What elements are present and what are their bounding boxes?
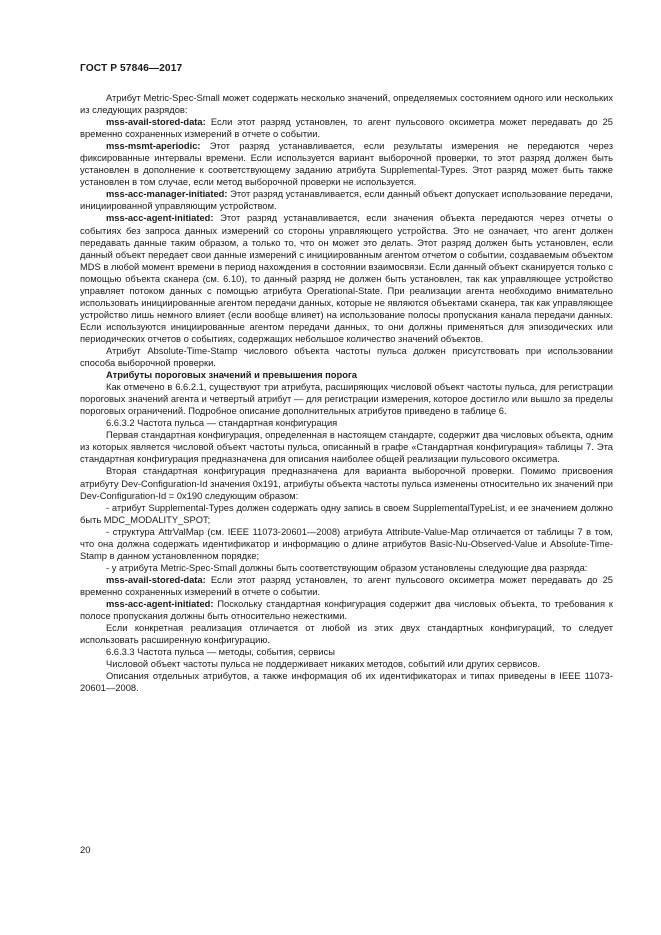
subsection-title: 6.6.3.3 Частота пульса — методы, события, сервисы [106,647,335,658]
list-item: - структура AttrValMap (см. IEEE 11073-20601—2008) атрибута Attribute-Value-Map отличается от таблицы 7 в том, что она должна содержать идентификатор и информацию о длине атрибутов Basic-Nu-Observed-Value и Absolute-Time-Stamp в данном установленном порядке; [80,526,613,561]
list-item: - у атрибута Metric-Spec-Small должны быть соответствующим образом установлены следующие два разряда: [106,562,588,573]
term: mss-acc-agent-initiated: [106,213,214,224]
paragraph: Как отмечено в 6.6.2.1, существуют три атрибута, расширяющих числовой объект частоты пульса, для регистрации пороговых значений агента и четвертый атрибут — для регистрации измерения, которое достигло или вышло за пределы пороговых ограничений. Подробное описание дополнительных атрибутов приведено в таблице 6. [80,382,613,417]
term: mss-msmt-aperiodic: [106,141,201,152]
paragraph: Числовой объект частоты пульса не поддерживает никаких методов, событий или других сервисов. [106,659,540,670]
paragraph: Первая стандартная конфигурация, определенная в настоящем стандарте, содержит два числовых объекта, одним из которых является числовой объект частоты пульса, описанный в графе «Стандартная конфигурация» таблицы 7. Эта стандартная конфигурация предназначена для описания наиболее общей реализации пульсового оксиметра. [80,430,613,465]
subsection-title: 6.6.3.2 Частота пульса — стандартная конфигурация [106,418,338,429]
paragraph: mss-acc-agent-initiated: Этот разряд устанавливается, если значения объекта передаются через отчеты о событиях без запроса данных измерений со стороны управляющего устройства. Это не означает, что агент должен передавать данные таким образом, а только то, что он может это делать. Этот разряд должен быть установлен, если данный объект передает свои данные измерений с инициированным агентом отчетом о событии, создаваемым объектом MDS в любой момент времени в период нахождения в состоянии взаимосвязи. Если данный объект сканируется только с помощью объекта сканера (см. 6.10), то данный разряд не должен быть установлен, так как управляющее устройство управляет потоком данных с помощью атрибута Operational-State. При реализации агента необходимо внимательно использовать инициированные агентом передачи данных, которые не являются объектами сканера, так как управляющее устройство лишь немного влияет (если вообще влияет) на использование полосы пропускания канала передачи данных. Если используются инициированные агентом передачи данных, то они должны применяться для эпизодических или периодических отчетов о событиях, содержащих небольшое количество значений объектов. [80,213,613,344]
section-heading: Атрибуты пороговых значений и превышения порога [106,370,358,381]
paragraph: Атрибут Absolute-Time-Stamp числового объекта частоты пульса должен присутствовать при использовании способа выборочной проверки. [80,345,613,369]
paragraph: mss-avail-stored-data: Если этот разряд установлен, то агент пульсового оксиметра может передавать до 25 временно сохраненных измерений в отчете о событии. [80,117,613,140]
term: mss-acc-agent-initiated: [106,598,214,609]
paragraph: Если конкретная реализация отличается от любой из этих двух стандартных конфигураций, то следует использовать расширенную конфигурацию. [80,623,613,646]
term: mss-avail-stored-data: [106,574,206,585]
paragraph: mss-acc-agent-initiated: Поскольку стандартная конфигурация содержит два числовых объекта, то требования к полосе пропускания должны быть относительно нежесткими. [80,598,613,622]
paragraph: mss-msmt-aperiodic: Этот разряд устанавливается, если результаты измерения не передаются через фиксированные интервалы времени. Если используется вариант выборочной проверки, то этот разряд должен быть установлен в дополнение к соответствующему заданию атрибута Supplemental-Types. Этот разряд может быть также установлен в том случае, если метод выборочной проверки не используется. [80,141,613,188]
term: mss-avail-stored-data: [106,117,206,128]
document-header: ГОСТ Р 57846—2017 [80,63,183,74]
page-number: 20 [80,845,91,856]
paragraph: Атрибут Metric-Spec-Small может содержать несколько значений, определяемых состоянием одного или нескольких из следующих разрядов: [80,93,613,116]
document-body [80,92,613,694]
paragraph: mss-avail-stored-data: Если этот разряд установлен, то агент пульсового оксиметра может передавать до 25 временно сохраненных измерений в отчете о событии. [80,574,613,597]
paragraph: mss-acc-manager-initiated: Этот разряд устанавливается, если данный объект допускает использование передачи, инициированной управляющим устройством. [80,189,613,212]
term: mss-acc-manager-initiated: [106,189,228,200]
paragraph: Вторая стандартная конфигурация предназначена для варианта выборочной проверки. Помимо присвоения атрибуту Dev-Configuration-Id значения 0x191, атрибуты объекта частоты пульса изменены относительно их значений при Dev-Configuration-Id = 0x190 следующим образом: [80,466,613,501]
paragraph: Описания отдельных атрибутов, а также информация об их идентификаторах и типах приведены в IEEE 11073-20601—2008. [80,671,613,694]
list-item: - атрибут Supplemental-Types должен содержать одну запись в своем SupplementalTypeList, и ее значением должно быть MDC_MODALITY_SPOT; [80,502,613,525]
